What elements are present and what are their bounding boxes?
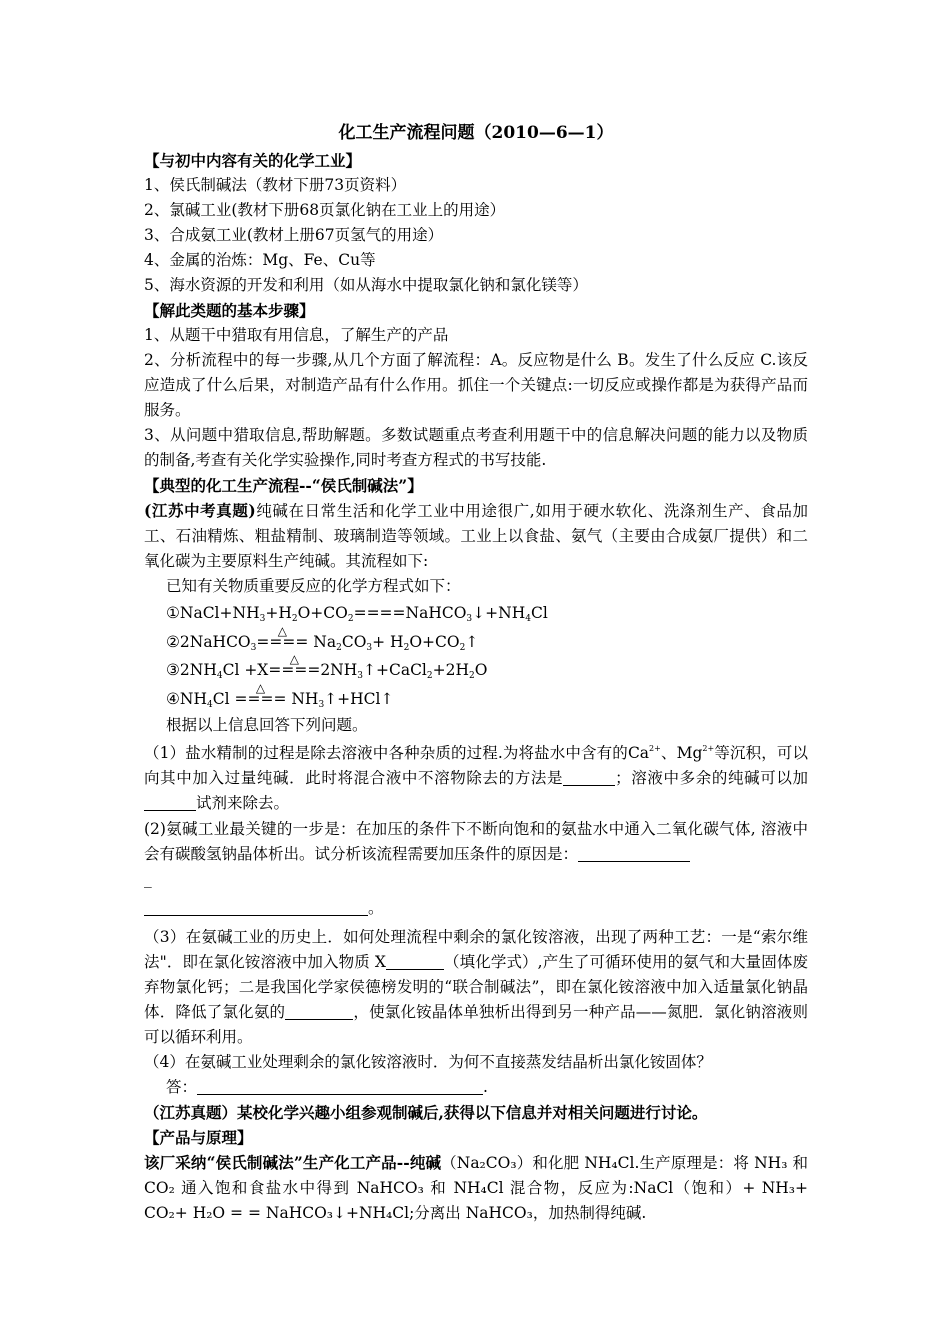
list-item: 4、金属的治炼：Mg、Fe、Cu等 bbox=[144, 251, 376, 269]
list-item: 3、合成氨工业(教材上册67页氢气的用途） bbox=[144, 226, 444, 244]
section-heading-product: 【产品与原理】 bbox=[144, 1128, 253, 1147]
list-item: 5、海水资源的开发和利用（如从海水中提取氯化钠和氯化镁等） bbox=[144, 276, 588, 294]
equation-3: $③2NH_4Cl$ +X=△ $===2NH_3↑+CaCl_2+2H_2O$ bbox=[144, 656, 808, 685]
product-principle-text: （Na₂CO₃）和化肥 NH₄Cl.生产原理是：将 NH₃ 和 CO₂ 通入饱和食盐水中得到 NaHCO₃ 和 NH₄Cl 混合物，反应为:NaCl（饱和）+ NH₃+ CO₂+ H₂O = = NaHCO₃↓+NH₄Cl;分离出 NaHCO₃，加热制得纯碱. bbox=[144, 1154, 808, 1222]
equation-2: ②2NaHCO$_3$=△ === $Na_2CO_3+$ $H_2O+CO_2↑$ bbox=[144, 628, 808, 657]
answer-blank[interactable] bbox=[285, 1003, 353, 1020]
document-page bbox=[144, 120, 808, 1226]
source-label: (江苏中考真题) bbox=[144, 501, 256, 520]
step-paragraph: 2、分析流程中的每一步骤,从几个方面了解流程：A。反应物是什么 B。发生了什么反应 C.该反应造成了什么后果，对制造产品有什么作用。抓住一个关键点:一切反应或操作都是为获得产品而服务。 bbox=[144, 351, 808, 419]
question-2-answer-line bbox=[144, 896, 808, 921]
question-3-text: （填化学式）,产生了可循环使用的氨气和大量固体废弃物氯化钙；二是我国化学家侯德榜发明的“联合制碱法”，即在氯化铵溶液中加入适量氯化钠晶体．降低了氯化氨的 bbox=[144, 953, 809, 1021]
known-equations-label: 已知有关物质重要反应的化学方程式如下： bbox=[166, 577, 461, 595]
equation-1: $①NaCl+NH_3+H_2O+CO_2====NaHCO_3↓+NH_4Cl$ bbox=[166, 604, 548, 624]
answer-blank[interactable] bbox=[563, 769, 615, 786]
intro-paragraph bbox=[144, 498, 808, 574]
intro-text: 纯碱在日常生活和化学工业中用途很广,如用于硬水软化、洗涤剂生产、食品加工、石油精炼、粗盐精制、玻璃制造等领域。工业上以食盐、氨气（主要由合成氨厂提供）和二氧化碳为主要原料生产纯碱。其流程如下: bbox=[144, 502, 808, 570]
question-1-text: 等沉积，可以向其中加入过量纯碱．此时将混合液中不溶物除去的方法是 bbox=[144, 744, 808, 787]
question-2-end: 。 bbox=[368, 899, 384, 917]
question-3-text: ，使氯化铵晶体单独析出得到另一种产品——氮肥．氯化钠溶液则可以循环利用。 bbox=[144, 1003, 808, 1046]
question-4: （4）在氨碱工业处理剩余的氯化铵溶液时．为何不直接蒸发结晶析出氯化铵固体？ bbox=[144, 1053, 712, 1071]
step-paragraph: 3、从问题中猎取信息,帮助解题。多数试题重点考查利用题干中的信息解决问题的能力以及物质的制备,考查有关化学实验操作,同时考查方程式的书写技能. bbox=[144, 426, 808, 469]
question-3-text: （3）在氨碱工业的历史上．如何处理流程中剩余的氯化铵溶液，出现了两种工艺：一是“索尔维法"．即在氯化铵溶液中加入物质 X bbox=[144, 928, 808, 971]
question-1-text: 试剂来除去。 bbox=[196, 794, 290, 812]
answer-end: . bbox=[483, 1078, 488, 1096]
answer-label: 答： bbox=[166, 1078, 198, 1096]
answer-blank[interactable] bbox=[197, 1078, 483, 1095]
equation-4: $④NH_4Cl$ =△ === $NH_3↑+HCl↑$ bbox=[144, 685, 808, 714]
list-item: 2、氯碱工业(教材下册68页氯化钠在工业上的用途） bbox=[144, 201, 506, 219]
product-principle-bold: 该厂采纳“侯氏制碱法”生产化工产品--纯碱 bbox=[144, 1153, 442, 1172]
section-heading-process: 【典型的化工生产流程--“侯氏制碱法”】 bbox=[144, 476, 423, 495]
product-principle-paragraph bbox=[144, 1150, 808, 1226]
section-heading-steps: 【解此类题的基本步骤】 bbox=[144, 301, 315, 320]
question-1-text: （1）盐水精制的过程是除去溶液中各种杂质的过程.为将盐水中含有的Ca bbox=[144, 744, 650, 762]
question-2-continuation: _ bbox=[144, 870, 152, 888]
question-1-text: 、Mg bbox=[660, 744, 703, 762]
question-2 bbox=[144, 817, 808, 867]
question-1-text: ；溶液中多余的纯碱可以加 bbox=[615, 769, 808, 787]
document-title: 化工生产流程问题（2010—6—1） bbox=[338, 123, 614, 143]
question-3 bbox=[144, 925, 808, 1050]
question-1: （1）盐水精制的过程是除去溶液中各种杂质的过程.为将盐水中含有的$Ca^{2+}$、$Mg^{2+}$等沉积，可以向其中加入过量纯碱．此时将混合液中不溶物除去的方法是 ；溶液中多余的纯碱可以加试剂来除去。 bbox=[144, 744, 808, 812]
answer-blank[interactable] bbox=[578, 845, 690, 862]
list-item: 1、侯氏制碱法（教材下册73页资料） bbox=[144, 176, 407, 194]
answer-prompt: 根据以上信息回答下列问题。 bbox=[166, 716, 368, 734]
jiangsu-question-intro: （江苏真题）某校化学兴趣小组参观制碱后,获得以下信息并对相关问题进行讨论。 bbox=[144, 1103, 708, 1122]
answer-blank[interactable] bbox=[144, 899, 368, 916]
question-4-answer bbox=[144, 1075, 808, 1100]
step-paragraph: 1、从题干中猎取有用信息，了解生产的产品 bbox=[144, 326, 449, 344]
question-2-text: (2)氨碱工业最关键的一步是：在加压的条件下不断向饱和的氨盐水中通入二氧化碳气体, 溶液中会有碳酸氢钠晶体析出。试分析该流程需要加压条件的原因是： bbox=[144, 820, 808, 863]
answer-blank[interactable] bbox=[144, 794, 196, 811]
section-heading-industry: 【与初中内容有关的化学工业】 bbox=[144, 151, 362, 170]
answer-blank[interactable] bbox=[386, 953, 444, 970]
